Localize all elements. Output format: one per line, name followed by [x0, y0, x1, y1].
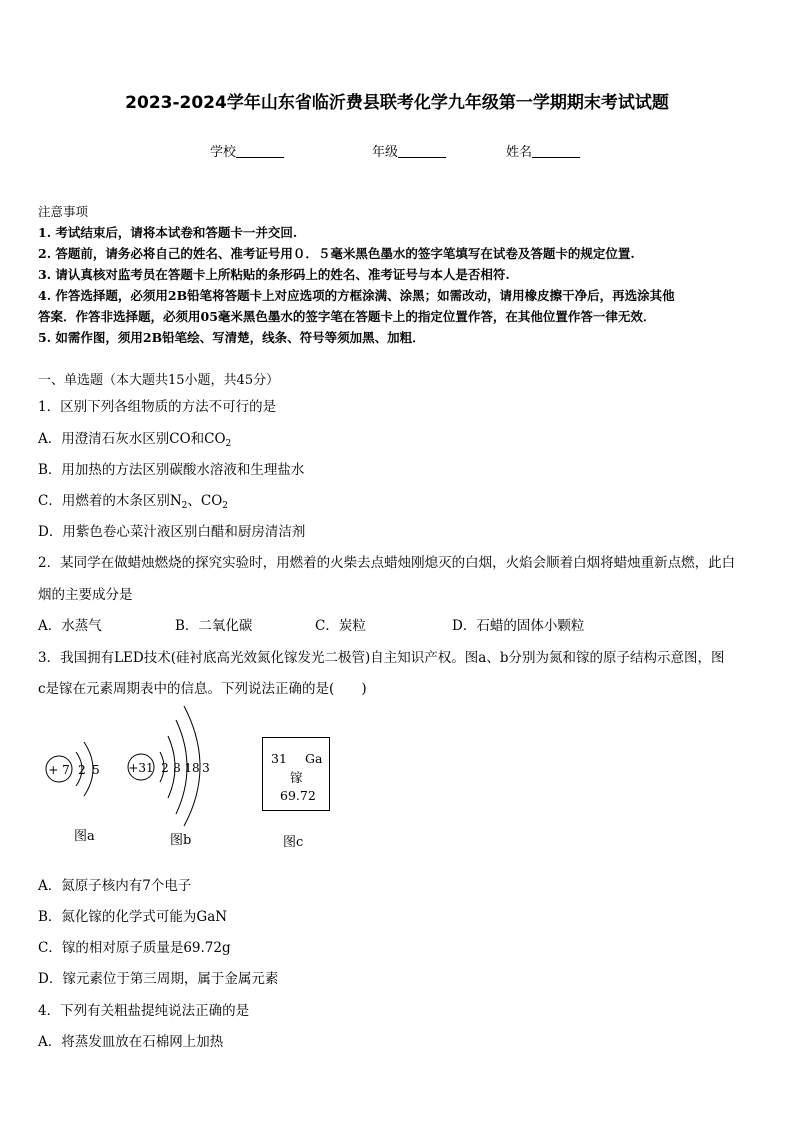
notice-item: 1. 考试结束后，请将本试卷和答题卡一并交回. [38, 225, 298, 240]
grade-field [372, 141, 446, 160]
notice-item: 4. 作答选择题，必须用2B铅笔将答题卡上对应选项的方框涂满、涂黑；如需改动，请用橡皮擦干净后，再选涂其他 [38, 288, 675, 303]
question-3-option-b: B．氮化镓的化学式可能为GaN [38, 909, 228, 925]
nitrogen-nucleus-charge: + 7 [48, 763, 70, 777]
gallium-shell-electrons: 2 [161, 761, 169, 775]
element-name: 镓 [290, 770, 303, 785]
question-1-stem: 1．区别下列各组物质的方法不可行的是 [38, 399, 277, 415]
question-2-option-b: B．二氧化碳 [175, 618, 253, 634]
exam-title: 2023-2024学年山东省临沂费县联考化学九年级第一学期期末考试试题 [125, 93, 669, 113]
question-3-option-c: C．镓的相对原子质量是69.72g [38, 940, 231, 956]
grade-blank [398, 145, 446, 158]
question-1-option-d: D．用紫色卷心菜汁液区别白醋和厨房清洁剂 [38, 524, 306, 540]
element-symbol: Ga [305, 751, 323, 766]
notice-item: 答案．作答非选择题，必须用05毫米黑色墨水的签字笔在答题卡上的指定位置作答，在其他位置作答一律无效． [38, 309, 656, 324]
school-label: 学校 [210, 145, 237, 160]
gallium-shell-electrons: 8 [173, 761, 181, 775]
question-1-option-c: C．用燃着的木条区别$N_2$、$CO_2$ [38, 493, 229, 511]
question-4-option-a: A．将蒸发皿放在石棉网上加热 [38, 1034, 224, 1050]
figure-a-label: 图a [74, 829, 95, 844]
gallium-atom-diagram [124, 700, 224, 830]
gallium-shell-electrons: 18 [184, 761, 200, 775]
question-4-stem: 4．下列有关粗盐提纯说法正确的是 [38, 1003, 250, 1019]
nitrogen-shell-electrons: 5 [92, 763, 100, 777]
question-3-option-a: A．氮原子核内有7个电子 [38, 878, 192, 894]
school-field [210, 141, 284, 160]
nitrogen-shell-electrons: 2 [78, 763, 86, 777]
atomic-number: 31 [271, 751, 287, 766]
atomic-mass: 69.72 [280, 788, 316, 803]
question-2-stem-line1: 2．某同学在做蜡烛燃烧的探究实验时，用燃着的火柴去点蜡烛刚熄灭的白烟，火焰会顺着白烟将蜡烛重新点燃，此白 [38, 555, 736, 571]
question-2-option-a: A．水蒸气 [38, 618, 102, 634]
figure-c-label: 图c [283, 835, 304, 850]
question-3-stem-line1: 3．我国拥有LED技术(硅衬底高光效氮化镓发光二极管)自主知识产权。图a、b分别为氮和镓的原子结构示意图，图 [38, 650, 725, 666]
question-3-stem-line2: c是镓在元素周期表中的信息。下列说法正确的是( ) [38, 681, 367, 697]
gallium-periodic-cell [262, 737, 330, 811]
notice-item: 3. 请认真核对监考员在答题卡上所粘贴的条形码上的姓名、准考证号与本人是否相符. [38, 267, 510, 282]
name-blank [532, 145, 580, 158]
question-2-option-c: C．炭粒 [315, 618, 366, 634]
gallium-nucleus-charge: +31 [128, 761, 154, 775]
notice-block [38, 201, 758, 348]
figure-b-label: 图b [170, 833, 192, 848]
name-label: 姓名 [506, 145, 533, 160]
question-1-option-b: B．用加热的方法区别碳酸水溶液和生理盐水 [38, 462, 305, 478]
nitrogen-atom-diagram [40, 730, 110, 810]
section-heading: 一、单选题（本大题共15小题，共45分） [38, 373, 280, 388]
notice-heading: 注意事项 [38, 204, 89, 219]
grade-label: 年级 [372, 145, 399, 160]
gallium-shell-electrons: 3 [202, 761, 210, 775]
notice-item: 2. 答题前，请务必将自己的姓名、准考证号用０．５毫米黑色墨水的签字笔填写在试卷及答题卡的规定位置. [38, 246, 635, 261]
notice-item: 5. 如需作图，须用2B铅笔绘、写清楚，线条、符号等须加黑、加粗． [38, 330, 425, 345]
question-2-option-d: D．石蜡的固体小颗粒 [452, 618, 585, 634]
question-1-option-a: A．用澄清石灰水区别CO和$CO_2$ [38, 431, 232, 449]
name-field [506, 141, 580, 160]
school-blank [236, 145, 284, 158]
question-3-option-d: D．镓元素位于第三周期，属于金属元素 [38, 971, 279, 987]
question-2-stem-line2: 烟的主要成分是 [38, 587, 133, 603]
